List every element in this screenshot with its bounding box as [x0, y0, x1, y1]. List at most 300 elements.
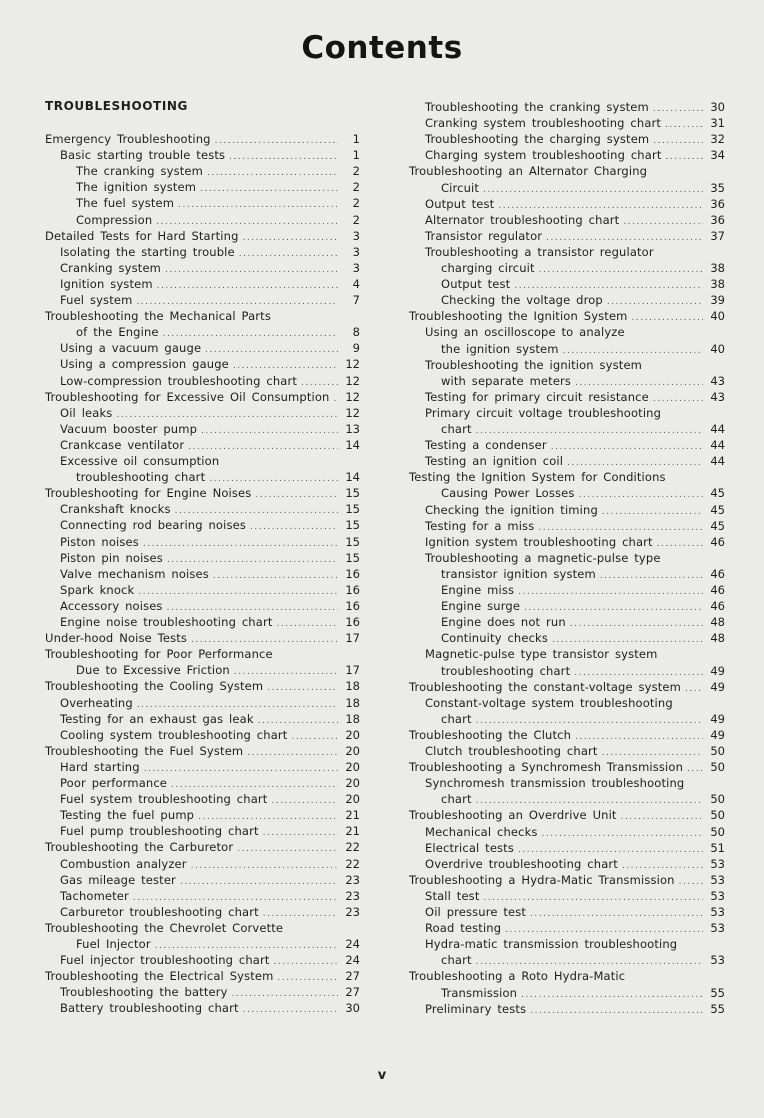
dot-leader	[476, 956, 703, 968]
toc-entry-page: 22	[345, 856, 360, 871]
toc-entry-title: chart	[441, 792, 472, 807]
dot-leader	[156, 216, 338, 228]
toc-entry	[441, 566, 725, 582]
dot-leader	[521, 989, 703, 1001]
toc-entry-title: Using an oscilloscope to analyze	[425, 325, 625, 340]
toc-entry	[60, 823, 360, 839]
toc-entry	[76, 936, 360, 952]
toc-entry-title: Troubleshooting for Poor Performance	[45, 647, 273, 662]
toc-entry-page: 44	[710, 454, 725, 469]
toc-entry-page: 18	[345, 695, 360, 710]
toc-entry	[45, 630, 360, 646]
dot-leader	[137, 699, 338, 711]
dot-leader	[653, 393, 703, 405]
toc-entry	[60, 807, 360, 823]
toc-entry-page: 36	[710, 212, 725, 227]
dot-leader	[530, 1005, 703, 1017]
toc-entry-title: Poor performance	[60, 776, 168, 790]
toc-entry-page: 50	[710, 824, 725, 839]
dot-leader	[551, 441, 703, 453]
toc-entry-title: Troubleshooting the ignition system	[425, 357, 643, 372]
toc-entry	[425, 324, 725, 340]
toc-entry	[60, 888, 360, 904]
toc-entry-title: Cranking system	[60, 260, 162, 275]
dot-leader	[301, 377, 338, 389]
toc-entry	[76, 195, 360, 211]
toc-entry	[60, 501, 360, 517]
toc-entry-title: Stall test	[425, 888, 480, 903]
toc-entry-title: Checking the voltage drop	[441, 293, 603, 308]
toc-entry	[425, 743, 725, 759]
dot-leader	[570, 618, 703, 630]
toc-entry-page: 24	[345, 937, 360, 951]
toc-entry-title: Troubleshooting the battery	[60, 985, 228, 1000]
toc-entry-page: 18	[345, 711, 360, 726]
dot-leader	[621, 811, 703, 823]
toc-entry-title: transistor ignition system	[441, 566, 596, 581]
page-number: v	[377, 1068, 387, 1083]
dot-leader	[575, 731, 703, 743]
toc-entry-title: Transmission	[441, 985, 518, 1000]
toc-entry-page: 16	[345, 615, 360, 629]
toc-entry	[60, 276, 360, 292]
toc-entry-page: 30	[345, 1001, 360, 1016]
toc-entry-title: Accessory noises	[60, 598, 163, 613]
toc-entry	[425, 115, 725, 131]
toc-entry-page: 40	[710, 309, 725, 324]
dot-leader	[574, 667, 703, 679]
dot-leader	[171, 779, 338, 791]
toc-entry	[45, 743, 360, 759]
toc-entry-page: 55	[710, 985, 725, 1000]
toc-entry	[409, 308, 725, 324]
toc-entry	[425, 196, 725, 212]
toc-entry-page: 53	[710, 905, 725, 919]
toc-entry-page: 20	[345, 776, 360, 790]
toc-entry	[45, 485, 360, 501]
toc-entry-title: Troubleshooting a Synchromesh Transmission	[409, 760, 684, 775]
toc-entry-page: 20	[345, 727, 360, 742]
toc-entry-page: 51	[710, 840, 725, 855]
toc-entry-title: chart	[441, 711, 472, 726]
toc-entry-title: Fuel pump troubleshooting chart	[60, 824, 259, 839]
toc-entry-page: 53	[710, 921, 725, 936]
dot-leader	[213, 570, 338, 582]
toc-entry-title: Troubleshooting the cranking system	[425, 100, 649, 114]
toc-entry-title: Charging system troubleshooting chart	[425, 148, 662, 163]
toc-entry	[409, 872, 725, 888]
dot-leader	[476, 425, 703, 437]
toc-entry	[441, 952, 725, 968]
toc-entry	[441, 630, 725, 646]
toc-entry	[425, 212, 725, 228]
toc-entry	[441, 791, 725, 807]
dot-leader	[215, 135, 338, 147]
toc-entry	[60, 775, 360, 791]
toc-entry	[425, 904, 725, 920]
toc-entry-page: 46	[710, 599, 725, 614]
toc-entry-title: Troubleshooting an Alternator Charging	[409, 164, 648, 179]
dot-leader	[167, 554, 338, 566]
dot-leader	[679, 876, 703, 888]
toc-entry-title: Fuel injector troubleshooting chart	[60, 953, 270, 968]
toc-entry	[60, 534, 360, 550]
toc-entry	[425, 550, 725, 566]
toc-entry	[425, 936, 725, 952]
toc-entry-title: Using a compression gauge	[60, 357, 229, 372]
toc-entry-page: 2	[352, 196, 360, 211]
toc-entry	[409, 163, 725, 179]
dot-leader	[144, 763, 338, 775]
toc-entry-title: Vacuum booster pump	[60, 421, 198, 436]
toc-entry-page: 38	[710, 277, 725, 292]
toc-entry-title: Clutch troubleshooting chart	[425, 744, 598, 758]
dot-leader	[277, 972, 338, 984]
dot-leader	[524, 602, 703, 614]
toc-entry-page: 15	[345, 550, 360, 565]
dot-leader	[267, 682, 338, 694]
toc-entry	[425, 695, 725, 711]
toc-entry	[441, 276, 725, 292]
toc-entry-title: Testing an ignition coil	[425, 454, 564, 469]
toc-entry	[60, 373, 360, 389]
dot-leader	[563, 345, 703, 357]
toc-entry-page: 13	[345, 421, 360, 436]
toc-entry-page: 7	[352, 293, 360, 307]
toc-entry	[60, 244, 360, 260]
toc-entry	[60, 1000, 360, 1016]
toc-entry	[425, 1001, 725, 1017]
toc-entry-title: Mechanical checks	[425, 824, 538, 839]
dot-leader	[277, 618, 339, 630]
dot-leader	[180, 876, 338, 888]
toc-entry	[60, 952, 360, 968]
dot-leader	[157, 280, 338, 292]
toc-entry-page: 18	[345, 679, 360, 694]
toc-entry-page: 31	[710, 116, 725, 131]
toc-entry-title: Constant-voltage system troubleshooting	[425, 695, 673, 710]
toc-entry-page: 15	[345, 518, 360, 533]
toc-entry-title: Under-hood Noise Tests	[45, 631, 188, 646]
toc-entry	[425, 228, 725, 244]
toc-entry	[60, 356, 360, 372]
toc-entry	[45, 678, 360, 694]
toc-entry-title: Combustion analyzer	[60, 856, 187, 871]
dot-leader	[167, 602, 338, 614]
toc-entry-title: Troubleshooting for Engine Noises	[45, 486, 252, 501]
toc-entry-title: Fuel Injector	[76, 937, 151, 951]
toc-entry	[409, 679, 725, 695]
dot-leader	[518, 844, 703, 856]
toc-entry	[45, 228, 360, 244]
toc-entry-page: 21	[345, 808, 360, 823]
dot-leader	[243, 232, 338, 244]
dot-leader	[209, 473, 338, 485]
section-heading: TROUBLESHOOTING	[45, 99, 188, 113]
dot-leader	[498, 200, 703, 212]
toc-entry-page: 20	[345, 743, 360, 758]
dot-leader	[191, 634, 338, 646]
toc-entry	[76, 324, 360, 340]
toc-entry-title: Basic starting trouble tests	[60, 148, 226, 163]
toc-entry	[45, 646, 360, 662]
toc-entry	[45, 839, 360, 855]
toc-entry-title: Overheating	[60, 695, 133, 710]
dot-leader	[653, 135, 703, 147]
dot-leader	[237, 843, 338, 855]
toc-entry-title: Magnetic-pulse type transistor system	[425, 647, 658, 662]
toc-entry-title: Connecting rod bearing noises	[60, 518, 246, 533]
dot-leader	[188, 441, 338, 453]
toc-entry-title: Emergency Troubleshooting	[45, 132, 211, 146]
toc-entry-title: Due to Excessive Friction	[76, 663, 230, 678]
toc-entry-page: 53	[710, 872, 725, 887]
toc-entry	[60, 695, 360, 711]
toc-entry-title: Fuel system troubleshooting chart	[60, 792, 268, 807]
toc-entry	[425, 453, 725, 469]
toc-entry	[441, 485, 725, 501]
toc-entry-page: 45	[710, 502, 725, 517]
toc-entry-title: troubleshooting chart	[76, 470, 206, 485]
toc-entry-title: the ignition system	[441, 341, 559, 356]
dot-leader	[116, 409, 338, 421]
dot-leader	[622, 860, 703, 872]
page-title: Contents	[301, 30, 463, 66]
toc-entry	[425, 405, 725, 421]
toc-entry-title: Ignition system	[60, 276, 153, 291]
toc-entry-title: Tachometer	[60, 888, 129, 903]
toc-entry	[425, 840, 725, 856]
toc-entry-page: 50	[710, 808, 725, 823]
toc-entry-page: 15	[345, 486, 360, 501]
toc-entry-page: 32	[710, 132, 725, 147]
toc-entry-page: 43	[710, 373, 725, 388]
toc-entry	[441, 373, 725, 389]
toc-entry-title: Troubleshooting for Excessive Oil Consumption	[45, 389, 330, 404]
toc-entry	[409, 727, 725, 743]
toc-entry-page: 9	[352, 341, 360, 356]
toc-entry	[76, 662, 360, 678]
toc-entry-title: Piston noises	[60, 534, 139, 549]
dot-leader	[229, 151, 338, 163]
dot-leader	[600, 570, 703, 582]
toc-entry-page: 50	[710, 744, 725, 758]
toc-entry	[425, 389, 725, 405]
dot-leader	[233, 360, 338, 372]
toc-entry	[60, 727, 360, 743]
toc-entry-page: 46	[710, 534, 725, 549]
toc-entry	[60, 598, 360, 614]
toc-entry-title: Engine miss	[441, 583, 515, 597]
toc-entry-page: 48	[710, 615, 725, 630]
toc-entry-title: Engine surge	[441, 599, 521, 614]
toc-entry	[425, 888, 725, 904]
toc-entry-title: Troubleshooting the constant-voltage system	[409, 679, 682, 694]
dot-leader	[505, 924, 703, 936]
toc-entry	[425, 99, 725, 115]
toc-entry-title: Oil pressure test	[425, 905, 527, 919]
dot-leader	[155, 940, 338, 952]
toc-entry-page: 2	[352, 212, 360, 227]
toc-entry-title: Carburetor troubleshooting chart	[60, 904, 259, 919]
toc-entry-page: 16	[345, 582, 360, 597]
toc-entry	[60, 856, 360, 872]
toc-entry	[425, 147, 725, 163]
toc-entry-title: Circuit	[441, 180, 480, 195]
toc-entry-title: chart	[441, 422, 472, 436]
toc-entry	[60, 550, 360, 566]
dot-leader	[205, 344, 338, 356]
toc-entry-page: 21	[345, 824, 360, 839]
toc-entry	[425, 856, 725, 872]
toc-entry	[45, 389, 360, 405]
toc-entry-page: 49	[710, 727, 725, 742]
dot-leader	[250, 521, 338, 533]
toc-entry-title: Troubleshooting an Overdrive Unit	[409, 808, 617, 823]
toc-entry-page: 2	[352, 164, 360, 179]
dot-leader	[143, 538, 338, 550]
toc-entry-title: Troubleshooting a transistor regulator	[425, 244, 654, 259]
dot-leader	[546, 232, 703, 244]
toc-entry	[409, 469, 725, 485]
toc-entry	[60, 872, 360, 888]
dot-leader	[607, 296, 703, 308]
toc-entry-title: Overdrive troubleshooting chart	[425, 856, 618, 871]
dot-leader	[232, 988, 338, 1000]
toc-entry-page: 24	[345, 953, 360, 968]
toc-entry	[425, 518, 725, 534]
dot-leader	[665, 119, 703, 131]
toc-entry-title: Isolating the starting trouble	[60, 244, 235, 259]
toc-entry-page: 15	[345, 502, 360, 517]
toc-entry-page: 46	[710, 566, 725, 581]
toc-entry	[60, 292, 360, 308]
dot-leader	[483, 184, 703, 196]
toc-entry-title: Oil leaks	[60, 405, 113, 420]
toc-entry-title: Troubleshooting a Hydra-Matic Transmission	[409, 872, 675, 887]
toc-entry	[60, 260, 360, 276]
toc-entry	[425, 502, 725, 518]
dot-leader	[274, 956, 338, 968]
toc-entry-page: 55	[710, 1001, 725, 1016]
dot-leader	[201, 425, 338, 437]
toc-entry	[76, 469, 360, 485]
dot-leader	[623, 216, 703, 228]
toc-entry-title: Hydra-matic transmission troubleshooting	[425, 937, 678, 952]
toc-entry-title: Troubleshooting the Clutch	[409, 727, 572, 742]
toc-entry-title: chart	[441, 953, 472, 968]
toc-entry-page: 12	[345, 373, 360, 388]
toc-entry-page: 20	[345, 792, 360, 807]
dot-leader	[538, 522, 703, 534]
toc-entry	[441, 614, 725, 630]
toc-entry	[441, 260, 725, 276]
dot-leader	[333, 393, 338, 405]
dot-leader	[579, 489, 703, 501]
toc-entry	[45, 920, 360, 936]
toc-entry-title: Troubleshooting the charging system	[425, 132, 650, 147]
dot-leader	[243, 1004, 338, 1016]
toc-entry	[425, 824, 725, 840]
dot-leader	[552, 634, 703, 646]
toc-entry-title: Testing the fuel pump	[60, 808, 195, 823]
toc-entry-page: 27	[345, 985, 360, 1000]
toc-entry-title: Troubleshooting the Cooling System	[45, 679, 264, 694]
toc-entry-title: Piston pin noises	[60, 550, 163, 565]
dot-leader	[514, 280, 703, 292]
toc-entry	[60, 582, 360, 598]
toc-entry-title: Troubleshooting the Chevrolet Corvette	[45, 920, 284, 935]
toc-entry	[441, 985, 725, 1001]
toc-entry-page: 53	[710, 953, 725, 968]
toc-entry-title: Troubleshooting a Roto Hydra-Matic	[409, 969, 626, 984]
toc-entry	[425, 534, 725, 550]
toc-entry	[60, 453, 360, 469]
toc-entry-title: Excessive oil consumption	[60, 454, 220, 468]
toc-entry	[425, 920, 725, 936]
toc-entry-page: 23	[345, 872, 360, 887]
dot-leader	[178, 199, 338, 211]
toc-entry	[60, 340, 360, 356]
toc-entry-title: Low-compression troubleshooting chart	[60, 373, 297, 388]
toc-entry	[60, 147, 360, 163]
toc-entry-page: 53	[710, 888, 725, 903]
dot-leader	[198, 811, 338, 823]
toc-entry-title: Troubleshooting the Mechanical Parts	[45, 309, 271, 324]
toc-entry-page: 43	[710, 389, 725, 404]
toc-entry-page: 16	[345, 598, 360, 613]
toc-entry-title: with separate meters	[441, 373, 572, 388]
toc-entry-title: Engine does not run	[441, 615, 566, 630]
toc-entry-page: 39	[710, 293, 725, 308]
toc-entry	[441, 180, 725, 196]
toc-entry-page: 49	[710, 663, 725, 678]
toc-entry	[441, 421, 725, 437]
toc-entry	[60, 984, 360, 1000]
toc-entry-page: 36	[710, 196, 725, 211]
toc-entry-page: 35	[710, 180, 725, 195]
toc-entry	[425, 775, 725, 791]
toc-entry-title: Checking the ignition timing	[425, 502, 598, 517]
toc-entry-title: Engine noise troubleshooting chart	[60, 615, 273, 629]
toc-entry-title: Testing for a miss	[425, 518, 535, 533]
toc-entry-title: Troubleshooting the Ignition System	[409, 309, 628, 324]
toc-entry-title: Electrical tests	[425, 840, 514, 855]
toc-entry	[441, 711, 725, 727]
dot-leader	[657, 538, 703, 550]
dot-leader	[476, 715, 703, 727]
toc-entry-page: 12	[345, 357, 360, 372]
toc-entry-title: charging circuit	[441, 261, 535, 275]
dot-leader	[175, 505, 338, 517]
dot-leader	[476, 795, 703, 807]
dot-leader	[133, 892, 338, 904]
dot-leader	[666, 151, 704, 163]
toc-entry-page: 22	[345, 840, 360, 855]
toc-entry-title: Crankshaft knocks	[60, 502, 171, 517]
toc-entry	[425, 437, 725, 453]
toc-entry	[441, 582, 725, 598]
toc-entry-page: 45	[710, 486, 725, 501]
toc-entry-title: Synchromesh transmission troubleshooting	[425, 776, 685, 791]
toc-entry-title: Road testing	[425, 921, 502, 936]
toc-entry-page: 44	[710, 422, 725, 436]
toc-entry	[409, 759, 725, 775]
toc-entry-page: 49	[710, 711, 725, 726]
toc-entry-page: 8	[352, 325, 360, 340]
toc-entry-page: 4	[352, 276, 360, 291]
toc-entry-page: 48	[710, 631, 725, 646]
